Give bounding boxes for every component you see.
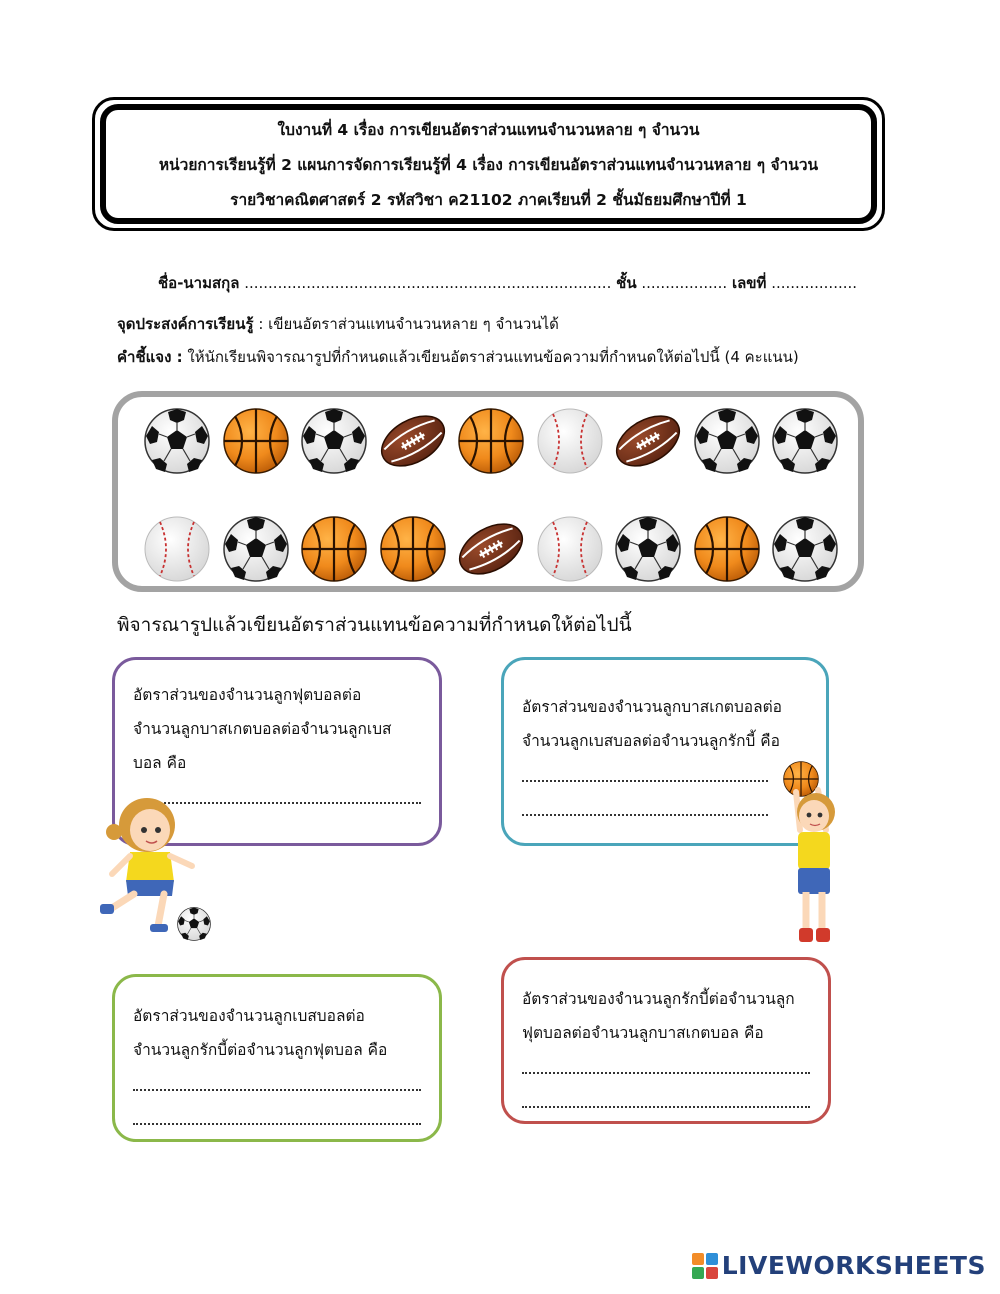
baseball-icon bbox=[535, 514, 605, 584]
q4-answer-line2[interactable] bbox=[522, 1084, 810, 1118]
objective-row bbox=[117, 312, 559, 336]
girl-kicking-illustration bbox=[92, 790, 217, 945]
rugby-ball-icon bbox=[378, 406, 448, 476]
instruction-label: คำชี้แจง : bbox=[117, 348, 183, 366]
question-box-3 bbox=[112, 974, 442, 1142]
basketball-icon bbox=[456, 406, 526, 476]
baseball-icon bbox=[535, 406, 605, 476]
student-info-row bbox=[158, 271, 857, 295]
course-line: รายวิชาคณิตศาสตร์ 2 รหัสวิชา ค21102 ภาคเรียนที่ 2 ชั้นมัธยมศึกษาปีที่ 1 bbox=[230, 190, 747, 209]
objective-text: : เขียนอัตราส่วนแทนจำนวนหลาย ๆ จำนวนได้ bbox=[258, 315, 559, 333]
q1-text-line3: บอล คือ bbox=[133, 754, 187, 772]
basketball-icon bbox=[299, 514, 369, 584]
number-label: เลขที่ bbox=[731, 274, 767, 292]
liveworksheets-logo bbox=[692, 1251, 986, 1280]
q3-text-line1: อัตราส่วนของจำนวนลูกเบสบอลต่อ bbox=[133, 1007, 365, 1025]
worksheet-title: ใบงานที่ 4 เรื่อง การเขียนอัตราส่วนแทนจำนวนหลาย ๆ จำนวน bbox=[277, 120, 700, 139]
q2-answer-line2[interactable] bbox=[522, 792, 808, 826]
boy-basketball-illustration bbox=[778, 760, 853, 948]
soccer-ball-icon bbox=[770, 514, 840, 584]
instruction-text: ให้นักเรียนพิจารณารูปที่กำหนดแล้วเขียนอัตราส่วนแทนข้อความที่กำหนดให้ต่อไปนี้ (4 คะแนน) bbox=[187, 348, 799, 366]
basketball-icon bbox=[221, 406, 291, 476]
instruction-row bbox=[117, 345, 799, 369]
basketball-icon bbox=[692, 514, 762, 584]
q4-text-line2: ฟุตบอลต่อจำนวนลูกบาสเกตบอล คือ bbox=[522, 1024, 764, 1042]
soccer-ball-icon bbox=[613, 514, 683, 584]
q3-text-line2: จำนวนลูกรักบี้ต่อจำนวนลูกฟุตบอล คือ bbox=[133, 1041, 388, 1059]
q3-answer-line2[interactable] bbox=[133, 1101, 421, 1135]
soccer-ball-icon bbox=[770, 406, 840, 476]
basketball-icon bbox=[378, 514, 448, 584]
q2-answer-line1[interactable] bbox=[522, 758, 808, 792]
soccer-ball-icon bbox=[221, 514, 291, 584]
objective-label: จุดประสงค์การเรียนรู้ bbox=[117, 315, 254, 333]
name-field[interactable]: ............................................................................. bbox=[244, 274, 612, 292]
header-box bbox=[100, 104, 877, 224]
rugby-ball-icon bbox=[613, 406, 683, 476]
number-field[interactable]: .................. bbox=[771, 274, 858, 292]
name-label: ชื่อ-นามสกุล bbox=[158, 274, 240, 292]
question-box-4 bbox=[501, 957, 831, 1124]
soccer-ball-icon bbox=[299, 406, 369, 476]
q1-text-line2: จำนวนลูกบาสเกตบอลต่อจำนวนลูกเบส bbox=[133, 720, 392, 738]
q4-text-line1: อัตราส่วนของจำนวนลูกรักบี้ต่อจำนวนลูก bbox=[522, 990, 795, 1008]
class-label: ชั้น bbox=[616, 274, 637, 292]
soccer-ball-icon bbox=[692, 406, 762, 476]
q4-answer-line1[interactable] bbox=[522, 1050, 810, 1084]
learning-unit-line: หน่วยการเรียนรู้ที่ 2 แผนการจัดการเรียนรู้ที่ 4 เรื่อง การเขียนอัตราส่วนแทนจำนวนหลาย ๆ จำนวน bbox=[158, 155, 819, 174]
q2-text-line1: อัตราส่วนของจำนวนลูกบาสเกตบอลต่อ bbox=[522, 698, 782, 716]
q3-answer-line1[interactable] bbox=[133, 1067, 421, 1101]
rugby-ball-icon bbox=[456, 514, 526, 584]
class-field[interactable]: .................. bbox=[641, 274, 728, 292]
q1-text-line1: อัตราส่วนของจำนวนลูกฟุตบอลต่อ bbox=[133, 686, 362, 704]
q2-text-line2: จำนวนลูกเบสบอลต่อจำนวนลูกรักบี้ คือ bbox=[522, 732, 780, 750]
section-title: พิจารณารูปแล้วเขียนอัตราส่วนแทนข้อความที่กำหนดให้ต่อไปนี้ bbox=[117, 614, 632, 636]
baseball-icon bbox=[142, 514, 212, 584]
logo-text: LIVEWORKSHEETS bbox=[721, 1251, 986, 1280]
liveworksheets-logo-icon bbox=[692, 1253, 718, 1279]
soccer-ball-icon bbox=[142, 406, 212, 476]
